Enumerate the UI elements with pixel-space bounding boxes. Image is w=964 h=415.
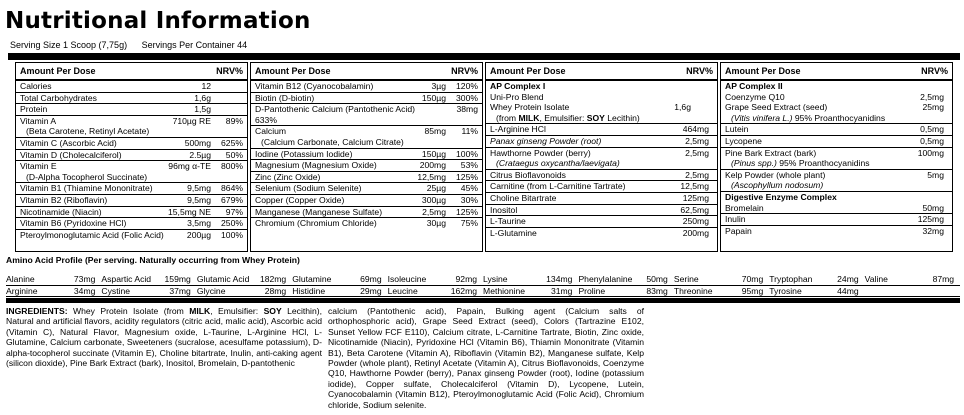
amino-name: Aspartic Acid bbox=[101, 274, 152, 284]
amino-value: 70mg bbox=[741, 274, 764, 284]
nutrient-nrv: 125% bbox=[456, 171, 478, 182]
row-lutein bbox=[721, 124, 952, 136]
nutrient-amount: 300µg bbox=[421, 194, 446, 205]
nutrient-nrv bbox=[211, 104, 243, 115]
nutrient-name: Vitamin A bbox=[20, 115, 57, 126]
nutrient-name: Inositol bbox=[490, 204, 518, 215]
row-manganese bbox=[251, 207, 482, 219]
grape-seed-source bbox=[721, 113, 952, 125]
nutrient-name: Copper (Copper Oxide) bbox=[255, 194, 345, 205]
row-vitamin-b12 bbox=[251, 81, 482, 93]
ingredients-label: INGREDIENTS: bbox=[6, 306, 68, 316]
row-pine-bark bbox=[721, 148, 952, 159]
nutrient-amount: 200mg bbox=[419, 160, 446, 171]
nutrient-amount: 200mg bbox=[682, 227, 709, 238]
nutrient-amount: 2,5mg bbox=[920, 91, 944, 102]
header-amount-per-dose: Amount Per Dose bbox=[20, 66, 96, 76]
whey-source-text: (from bbox=[496, 112, 519, 123]
nutrient-name: Protein bbox=[20, 104, 48, 115]
amino-name: Phenylalanine bbox=[578, 274, 633, 284]
row-vitamin-a bbox=[16, 116, 247, 127]
header-amount-per-dose: Amount Per Dose bbox=[255, 66, 331, 76]
nutrient-amount: 1,6g bbox=[674, 102, 691, 113]
header-amount-per-dose: Amount Per Dose bbox=[490, 66, 566, 76]
nutrient-nrv bbox=[211, 81, 243, 92]
amino-name: Glutamic Acid bbox=[196, 274, 250, 284]
nutrient-amount: 12,5mg bbox=[680, 181, 709, 192]
nutrient-nrv: 250% bbox=[221, 218, 243, 229]
amino-name: Glutamine bbox=[292, 274, 332, 284]
nutrient-nrv: 125% bbox=[456, 206, 478, 217]
grape-species: (Vitis vinifera L.) bbox=[731, 112, 793, 123]
row-vitamin-b2 bbox=[16, 195, 247, 207]
nutrient-amount: 2,5mg bbox=[685, 135, 709, 146]
nutrient-amount: 125mg bbox=[917, 214, 944, 225]
section-title: AP Complex I bbox=[490, 81, 546, 91]
section-ap-complex-2 bbox=[721, 81, 952, 92]
nutrient-amount: 1,5g bbox=[194, 104, 211, 115]
row-calcium bbox=[251, 126, 482, 137]
section-title: Digestive Enzyme Complex bbox=[725, 191, 837, 202]
amino-name: Serine bbox=[673, 274, 699, 284]
row-protein bbox=[16, 104, 247, 116]
panel-ap-complex-2 bbox=[720, 62, 953, 252]
amino-value: 134mg bbox=[546, 274, 573, 284]
amino-cell bbox=[197, 286, 292, 297]
nutrient-name: Calcium bbox=[255, 126, 287, 137]
nutrient-name: Coenzyme Q10 bbox=[725, 91, 785, 102]
ingredients-text: Whey Protein Isolate (from bbox=[67, 306, 190, 316]
nutrient-nrv: 53% bbox=[460, 160, 478, 171]
nutrient-amount: 1,6g bbox=[194, 92, 211, 103]
amino-value: 92mg bbox=[455, 274, 478, 284]
nutrient-amount: 710µg RE bbox=[172, 115, 211, 126]
nutrient-nrv: 30% bbox=[460, 194, 478, 205]
amino-cell bbox=[769, 286, 864, 297]
row-vitamin-b1 bbox=[16, 183, 247, 195]
nutrient-nrv: 864% bbox=[221, 183, 243, 194]
nutrient-name: Iodine (Potassium Iodide) bbox=[255, 148, 353, 159]
nutrient-name: Manganese (Manganese Sulfate) bbox=[255, 206, 383, 217]
nutrient-name: Papain bbox=[725, 225, 752, 236]
nutrient-amount: 0,5mg bbox=[920, 124, 944, 135]
amino-value: 83mg bbox=[646, 285, 668, 296]
serving-info bbox=[10, 40, 259, 50]
nutrient-amount: 12,5mg bbox=[417, 171, 446, 182]
nutrient-name: Vitamin B2 (Riboflavin) bbox=[20, 194, 108, 205]
row-ginseng bbox=[486, 136, 717, 148]
nutrient-nrv: 75% bbox=[460, 218, 478, 229]
nutrient-name: Pteroylmonoglutamic Acid (Folic Acid) bbox=[20, 229, 164, 240]
nutrient-name bbox=[490, 136, 685, 147]
amino-cell bbox=[674, 286, 769, 297]
row-magnesium bbox=[251, 160, 482, 172]
row-copper bbox=[251, 195, 482, 207]
row-papain bbox=[721, 226, 952, 237]
amino-value: 31mg bbox=[550, 285, 573, 296]
amino-name: Isoleucine bbox=[387, 274, 427, 284]
amino-name: Proline bbox=[578, 285, 606, 296]
nutrient-amount: 25µg bbox=[426, 183, 446, 194]
vitamin-e-source: (D-Alpha Tocopherol Succinate) bbox=[16, 172, 247, 184]
header-nrv: NRV% bbox=[451, 66, 478, 76]
pine-bark-source bbox=[721, 158, 952, 170]
row-niacin bbox=[16, 207, 247, 219]
amino-name: Tryptophan bbox=[769, 274, 813, 284]
nutrient-name: Chromium (Chromium Chloride) bbox=[255, 218, 377, 229]
nutrient-name: Vitamin B1 (Thiamine Mononitrate) bbox=[20, 183, 153, 194]
nutrient-amount: 150µg bbox=[421, 92, 446, 103]
amino-name: Arginine bbox=[6, 285, 38, 296]
nutrient-name: Nicotinamide (Niacin) bbox=[20, 206, 102, 217]
whey-source-text: , Emulsifier: bbox=[539, 112, 587, 123]
ingredients-text: , Emulsifier: bbox=[210, 306, 264, 316]
amino-row-2 bbox=[6, 286, 960, 298]
servings-per-container: Servings Per Container 44 bbox=[141, 40, 248, 50]
row-calories bbox=[16, 81, 247, 93]
nutrient-nrv: 50% bbox=[225, 149, 243, 160]
amino-value: 162mg bbox=[450, 285, 478, 296]
row-glutamine bbox=[486, 228, 717, 239]
amino-acid-table bbox=[6, 274, 960, 297]
amino-cell bbox=[578, 274, 673, 285]
nutrient-amount: 30µg bbox=[426, 218, 446, 229]
amino-value: 182mg bbox=[259, 274, 287, 284]
nutrient-amount: 200µg bbox=[186, 229, 211, 240]
row-carnitine bbox=[486, 181, 717, 193]
nutrient-name: Vitamin D (Cholecalciferol) bbox=[20, 149, 122, 160]
nutrient-name: Hawthorne Powder (berry) bbox=[490, 147, 591, 158]
amino-name: Glycine bbox=[196, 285, 226, 296]
allergen-soy: SOY bbox=[263, 306, 282, 316]
calcium-source: (Calcium Carbonate, Calcium Citrate) bbox=[251, 137, 482, 149]
amino-cell bbox=[6, 286, 101, 297]
nutrient-amount: 3µg bbox=[431, 81, 446, 91]
nutrient-name: Vitamin B6 (Pyridoxine HCl) bbox=[20, 218, 127, 229]
nutrient-name: Citrus Bioflavonoids bbox=[490, 169, 566, 180]
nutrient-name: Kelp Powder (whole plant) bbox=[725, 169, 826, 180]
blend-name: Uni-Pro Blend bbox=[490, 91, 544, 102]
nutrient-nrv bbox=[211, 93, 243, 104]
amino-value: 44mg bbox=[837, 285, 859, 296]
panel-vitamins-2 bbox=[250, 62, 483, 252]
amino-name: Tyrosine bbox=[769, 285, 802, 296]
nutrient-name: Biotin (D-biotin) bbox=[255, 92, 315, 103]
ingredients-col-1 bbox=[6, 306, 322, 368]
nutrient-nrv: 679% bbox=[221, 194, 243, 205]
amino-cell bbox=[6, 274, 101, 285]
amino-cell bbox=[769, 274, 864, 285]
amino-cell bbox=[388, 274, 483, 285]
nutrient-amount: 5mg bbox=[927, 169, 944, 180]
row-chromium bbox=[251, 218, 482, 229]
nutrient-name: Vitamin B12 (Cyanocobalamin) bbox=[255, 81, 374, 91]
nutrient-amount: 100mg bbox=[917, 147, 944, 158]
nutrient-name: Zinc (Zinc Oxide) bbox=[255, 171, 321, 182]
amino-value: 34mg bbox=[73, 285, 96, 296]
nutrient-amount: 15,5mg NE bbox=[168, 206, 211, 217]
nutrient-amount: 464mg bbox=[682, 124, 709, 135]
row-lycopene bbox=[721, 136, 952, 148]
amino-value: 50mg bbox=[646, 274, 668, 284]
pine-standardization: 95% Proanthocyanidins bbox=[776, 158, 870, 169]
bottom-divider-bar bbox=[6, 298, 960, 303]
nutrient-nrv: 120% bbox=[456, 81, 478, 91]
row-kelp bbox=[721, 170, 952, 181]
amino-value: 29mg bbox=[360, 285, 382, 296]
nutrient-amount: 9,5mg bbox=[187, 194, 211, 205]
nutrient-name: L-Arginine HCl bbox=[490, 124, 546, 135]
amino-row-1 bbox=[6, 274, 960, 286]
nutrient-amount: 32mg bbox=[922, 225, 944, 236]
amino-value: 159mg bbox=[164, 274, 191, 284]
nutrient-nrv: 100% bbox=[221, 229, 243, 240]
nutrient-amount: 62,5mg bbox=[680, 204, 709, 215]
amino-name: Histidine bbox=[292, 285, 326, 296]
nutrient-name: Lutein bbox=[725, 124, 749, 135]
serving-size: Serving Size 1 Scoop (7,75g) bbox=[10, 40, 128, 50]
amino-name: Leucine bbox=[387, 285, 418, 296]
nutrient-amount: 38mg bbox=[456, 104, 478, 115]
nutrient-name: L-Glutamine bbox=[490, 227, 537, 238]
nutrient-amount: 250mg bbox=[682, 216, 709, 227]
nutrient-name: Vitamin C (Ascorbic Acid) bbox=[20, 137, 117, 148]
amino-value: 87mg bbox=[932, 274, 955, 284]
nutrient-amount: 2.5µg bbox=[189, 149, 211, 160]
nutrient-nrv: 300% bbox=[456, 92, 478, 103]
amino-value: 37mg bbox=[169, 285, 191, 296]
kelp-source: (Ascophyllum nodosum) bbox=[721, 180, 952, 192]
nutrient-name: Calories bbox=[20, 81, 52, 91]
panel-ap-complex-1 bbox=[485, 62, 718, 252]
row-vitamin-c bbox=[16, 138, 247, 150]
row-choline bbox=[486, 193, 717, 205]
amino-cell bbox=[292, 286, 387, 297]
nutrient-name: Lycopene bbox=[725, 135, 762, 146]
row-vitamin-d bbox=[16, 150, 247, 162]
nutrient-amount: 96mg α-TE bbox=[168, 161, 211, 172]
row-grape-seed bbox=[721, 102, 952, 113]
nutrient-name: Selenium (Sodium Selenite) bbox=[255, 183, 362, 194]
row-citrus bbox=[486, 170, 717, 182]
amino-acid-title: Amino Acid Profile (Per serving. Naturally occurring from Whey Protein) bbox=[6, 255, 300, 265]
section-digestive-enzyme bbox=[721, 192, 952, 203]
row-inositol bbox=[486, 205, 717, 217]
row-arginine bbox=[486, 124, 717, 136]
amino-cell bbox=[388, 286, 483, 297]
row-zinc bbox=[251, 172, 482, 184]
row-bromelain bbox=[721, 203, 952, 215]
allergen-milk: MILK bbox=[189, 306, 211, 316]
nutrient-nrv: 89% bbox=[225, 115, 243, 126]
header-nrv: NRV% bbox=[686, 66, 713, 76]
header-nrv: NRV% bbox=[216, 66, 243, 76]
whey-source-text: Lecithin) bbox=[604, 112, 640, 123]
amino-name: Alanine bbox=[6, 274, 35, 284]
amino-cell bbox=[865, 286, 960, 297]
amino-cell bbox=[101, 274, 196, 285]
nutrient-amount: 0,5mg bbox=[920, 135, 944, 146]
amino-value: 95mg bbox=[741, 285, 764, 296]
row-pantothenic bbox=[251, 104, 482, 115]
nutrient-name: Whey Protein Isolate bbox=[490, 102, 570, 113]
hawthorne-source: (Crataegus oxycantha/laevigata) bbox=[486, 158, 717, 170]
section-ap-complex-1 bbox=[486, 81, 717, 92]
row-taurine bbox=[486, 216, 717, 228]
panel-header bbox=[486, 63, 717, 81]
nutrient-nrv: 100% bbox=[456, 148, 478, 159]
amino-cell bbox=[292, 274, 387, 285]
nutrient-amount: 2,5mg bbox=[422, 206, 446, 217]
nutrient-name: D-Pantothenic Calcium (Pantothenic Acid) bbox=[255, 104, 416, 115]
nutrient-name: Carnitine (from L-Carnitine Tartrate) bbox=[490, 181, 626, 192]
amino-value: 69mg bbox=[360, 274, 382, 284]
row-coq10 bbox=[721, 92, 952, 103]
nutrient-name: Grape Seed Extract (seed) bbox=[725, 102, 828, 113]
nutrient-amount: 85mg bbox=[424, 126, 446, 137]
amino-cell bbox=[674, 274, 769, 285]
nutrient-nrv: 625% bbox=[221, 137, 243, 148]
nutrient-amount: 25mg bbox=[922, 102, 944, 113]
ingredients-text: Lecithin), Natural and artificial flavors, acidity regulators (citric acid, malic acid), Ascorbic acid (Vitamin C), Natural Flavor, Magnesium oxide, L-Taurine, L-Arginine HCl, L-Glutamine, Calcium carbonate, Sweeteners (sucralose, acesulfame potassium), D-alpha-tocopherol succinate (Vitamin E), Choline bitartrate, Inulin, anti-caking agent (silicon dioxide), Pine Bark Extract (bark), Inositol, Bromelain, D-pantothenic bbox=[6, 306, 322, 369]
allergen-milk: MILK bbox=[518, 112, 540, 123]
page-title: Nutritional Information bbox=[5, 8, 311, 34]
row-carbs bbox=[16, 93, 247, 105]
amino-cell bbox=[101, 286, 196, 297]
amino-cell bbox=[865, 274, 960, 285]
allergen-soy: SOY bbox=[586, 112, 605, 123]
nutrient-name: Vitamin E bbox=[20, 161, 57, 172]
amino-name: Methionine bbox=[483, 285, 526, 296]
amino-cell bbox=[483, 286, 578, 297]
amino-name: Cystine bbox=[101, 285, 131, 296]
amino-value: 28mg bbox=[264, 285, 287, 296]
row-inulin bbox=[721, 214, 952, 226]
nutrient-nrv: 45% bbox=[460, 183, 478, 194]
amino-name: Valine bbox=[864, 274, 888, 284]
nutrient-name: Choline Bitartrate bbox=[490, 192, 557, 203]
vitamin-a-source: (Beta Carotene, Retinyl Acetate) bbox=[16, 126, 247, 138]
amino-value: 73mg bbox=[73, 274, 96, 284]
nutrient-amount: 9,5mg bbox=[187, 183, 211, 194]
nutrient-amount: 2,5mg bbox=[685, 147, 709, 158]
nutrient-name: Total Carbohydrates bbox=[20, 92, 97, 103]
nutrient-name: Inulin bbox=[725, 214, 746, 225]
pine-species: (Pinus spp.) bbox=[731, 158, 777, 169]
panel-header bbox=[251, 63, 482, 81]
header-nrv: NRV% bbox=[921, 66, 948, 76]
row-biotin bbox=[251, 93, 482, 105]
panel-vitamins-1 bbox=[15, 62, 248, 252]
nutrient-nrv: 11% bbox=[461, 126, 478, 137]
panel-header bbox=[721, 63, 952, 81]
nutrient-amount: 3,5mg bbox=[187, 218, 211, 229]
row-vitamin-e bbox=[16, 161, 247, 172]
panel-header bbox=[16, 63, 247, 81]
section-title: AP Complex II bbox=[725, 81, 783, 91]
header-amount-per-dose: Amount Per Dose bbox=[725, 66, 801, 76]
amino-cell bbox=[578, 286, 673, 297]
grape-standardization: 95% Proanthocyanidins bbox=[792, 112, 886, 123]
row-iodine bbox=[251, 149, 482, 161]
amino-name: Lysine bbox=[483, 274, 508, 284]
nutrient-name: Bromelain bbox=[725, 202, 764, 213]
amino-cell bbox=[197, 274, 292, 285]
nutrient-amount: 150µg bbox=[421, 148, 446, 159]
ingredients-col-2: calcium (Pantothenic acid), Papain, Bulking agent (Calcium salts of orthophosphoric acid), Grape Seed Extract (seed), Colors (Tartrazine E102, Sunset Yellow FCF E110), Calcium citrate, L-Carnitine Tartrate, Biotin, Zinc oxide, Nicotinamide (Niacin), Pyridoxine HCl (Vitamin B6), Thiamin Mononitrate (Vitamin B1), Beta Carotene (Vitamin A), Riboflavin (Vitamin B2), Manganese sulfate, Kelp Powder (whole plant), Retinyl Acetate (Vitamin A), Citrus Bioflavonoids, Coenzyme Q10, Hawthorne Powder (berry), Panax ginseng Powder (root), Iodine (potassium iodide), Copper sulfate, Cholecalciferol (Vitamin D), Lycopene, Lutein, Cyanocobalamin (Vitamin B12), Pteroylmonoglutamic Acid (Folic Acid), Chromium chloride, Sodium selenite. bbox=[328, 306, 644, 410]
row-vitamin-b6 bbox=[16, 218, 247, 230]
row-selenium bbox=[251, 183, 482, 195]
amino-value: 24mg bbox=[837, 274, 859, 284]
nutrient-nrv: 800% bbox=[221, 161, 243, 172]
ginseng-name: Panax ginseng Powder (root) bbox=[490, 135, 602, 146]
nutrient-nrv: 97% bbox=[225, 206, 243, 217]
nutrient-name: Magnesium (Magnesium Oxide) bbox=[255, 160, 377, 171]
row-hawthorne bbox=[486, 148, 717, 159]
amino-name: Threonine bbox=[673, 285, 713, 296]
nutrient-amount: 2,5mg bbox=[685, 169, 709, 180]
nutrient-name: L-Taurine bbox=[490, 216, 526, 227]
top-divider-bar bbox=[8, 53, 960, 60]
nutrient-amount: 50mg bbox=[922, 202, 944, 213]
nutrient-amount: 500mg bbox=[184, 137, 211, 148]
row-folic-acid bbox=[16, 230, 247, 241]
row-uni-pro bbox=[486, 92, 717, 103]
pantothenic-nrv: 633% bbox=[251, 115, 482, 127]
nutrient-amount: 125mg bbox=[682, 192, 709, 203]
amino-cell bbox=[483, 274, 578, 285]
row-whey bbox=[486, 102, 717, 113]
nutrient-name: Pine Bark Extract (bark) bbox=[725, 147, 817, 158]
whey-source bbox=[486, 113, 717, 125]
nutrient-amount: 12 bbox=[201, 81, 211, 91]
